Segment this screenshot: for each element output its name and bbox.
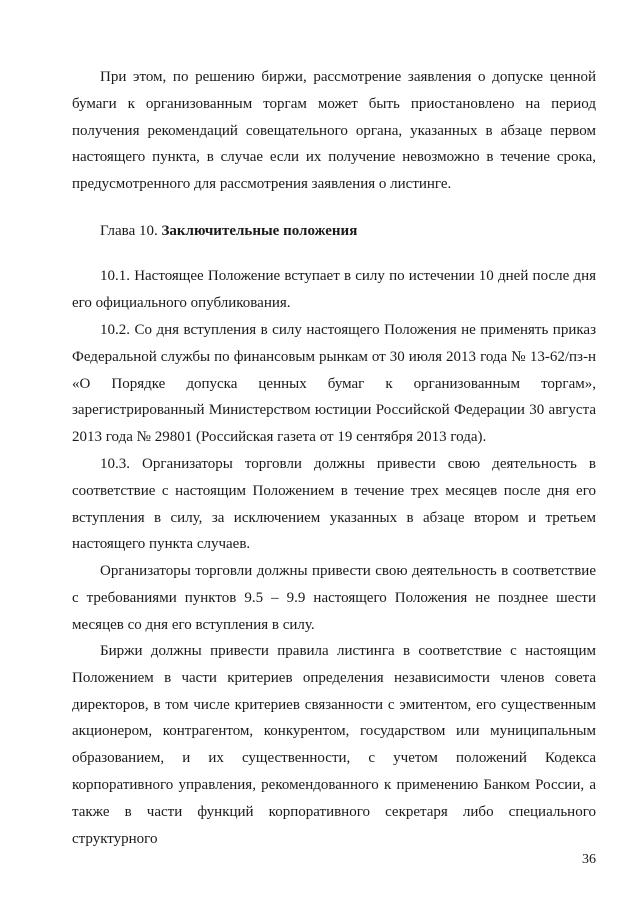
- paragraph-10-3: 10.3. Организаторы торговли должны привести свою деятельность в соответствие с настоящим Положением в течение трех месяцев после дня его вступления в силу, за исключением указанных в абзаце втором и третьем настоящего пункта случаев.: [72, 456, 596, 553]
- chapter-prefix: Глава 10.: [100, 223, 162, 239]
- page-number: 36: [582, 852, 596, 867]
- paragraph-trading-organizers: Организаторы торговли должны привести свою деятельность в соответствие с требованиями пунктов 9.5 – 9.9 настоящего Положения не позднее шести месяцев со дня его вступления в силу.: [72, 563, 596, 633]
- paragraph-listing-suspension: При этом, по решению биржи, рассмотрение заявления о допуске ценной бумаги к организованным торгам может быть приостановлено на период получения рекомендаций совещательного органа, указанных в абзаце первом настоящего пункта, в случае если их получение невозможно в течение срока, предусмотренного для рассмотрения заявления о листинге.: [72, 69, 596, 193]
- chapter-heading: [100, 218, 357, 244]
- chapter-title: Заключительные положения: [161, 223, 358, 239]
- paragraph-10-2: 10.2. Со дня вступления в силу настоящего Положения не применять приказ Федеральной службы по финансовым рынкам от 30 июля 2013 года № 13-62/пз-н «О Порядке допуска ценных бумаг к организованным торгам», зарегистрированный Министерством юстиции Российской Федерации 30 августа 2013 года № 29801 (Российская газета от 19 сентября 2013 года).: [72, 322, 596, 446]
- paragraph-exchanges: Биржи должны привести правила листинга в соответствие с настоящим Положением в части критериев определения независимости членов совета директоров, в том числе критериев связанности с эмитентом, его существенным акционером, контрагентом, конкурентом, государством или муниципальным образованием, и их существенности, с учетом положений Кодекса корпоративного управления, рекомендованного к применению Банком России, а также в части функций корпоративного секретаря либо специального структурного: [72, 643, 596, 847]
- paragraph-10-1: 10.1. Настоящее Положение вступает в силу по истечении 10 дней после дня его официального опубликования.: [72, 268, 596, 311]
